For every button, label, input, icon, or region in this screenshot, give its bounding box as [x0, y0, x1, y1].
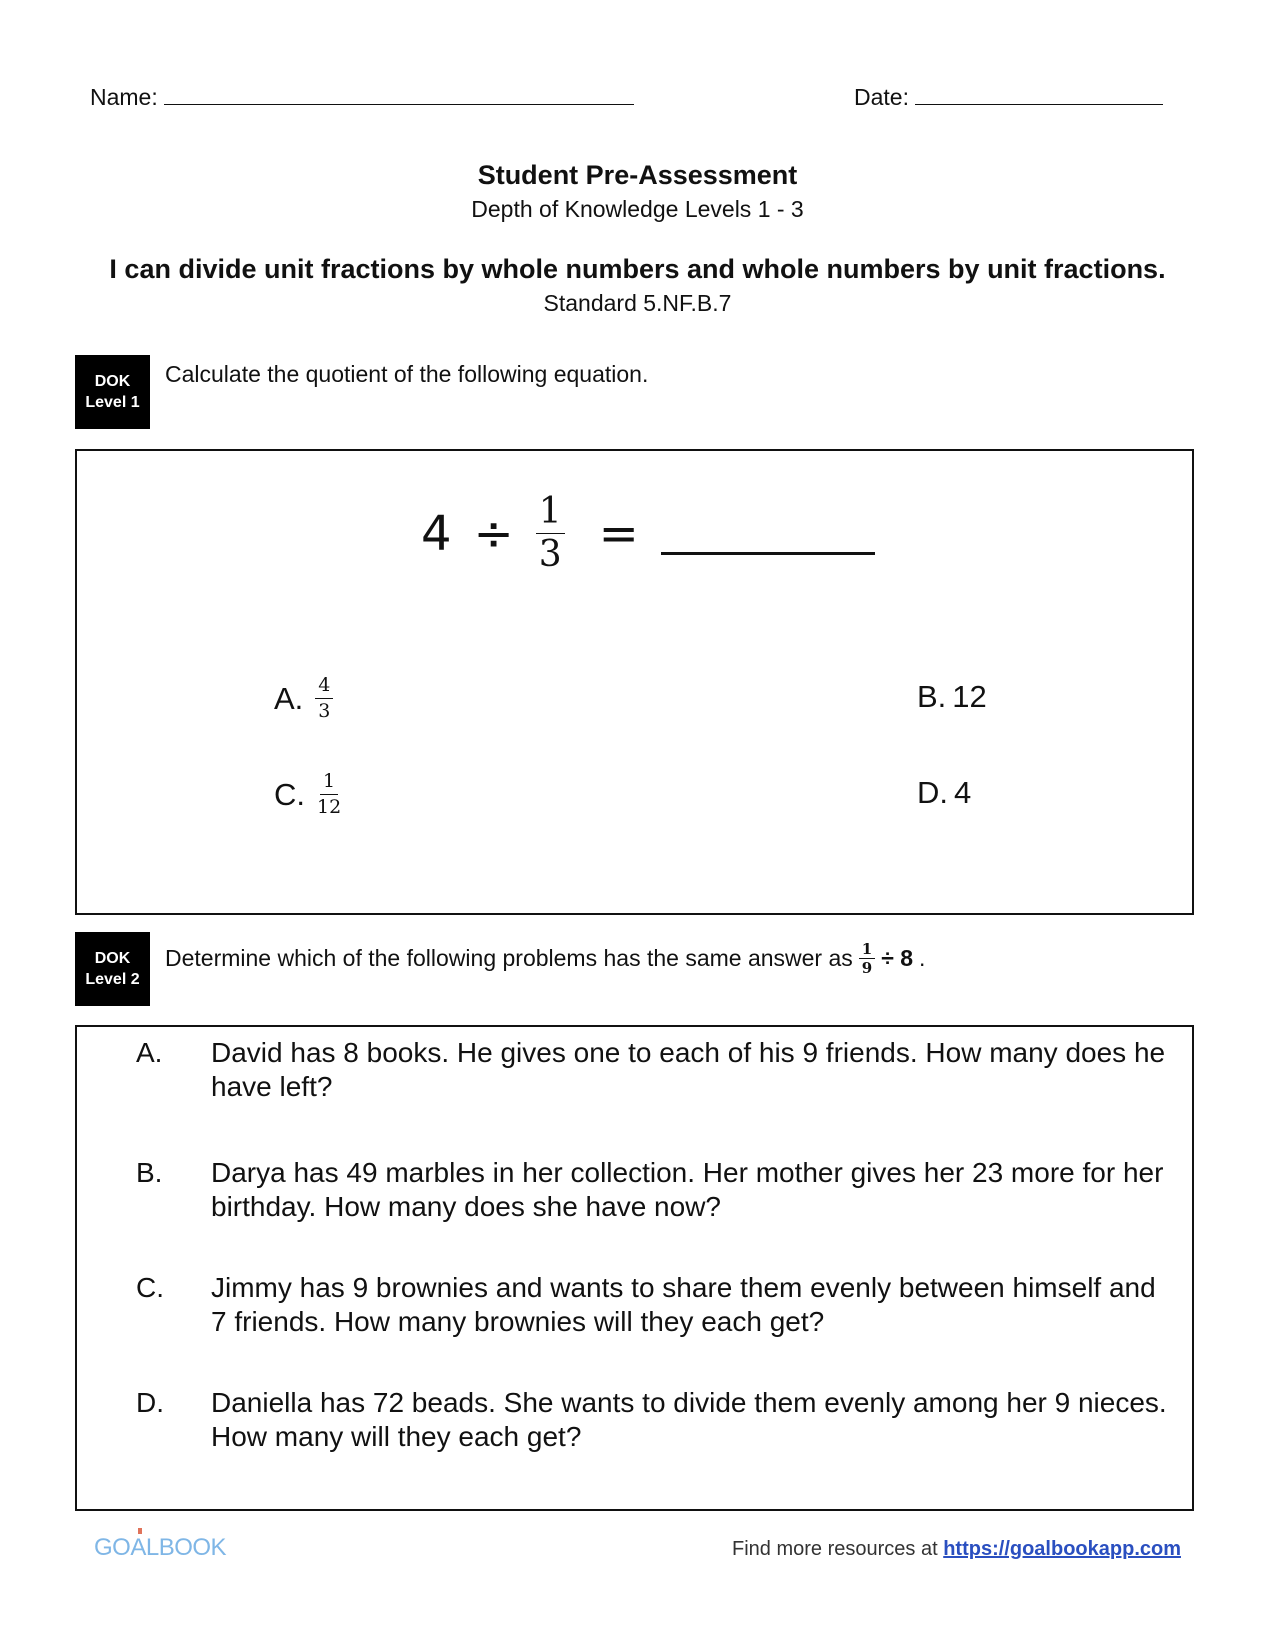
- option-letter: B.: [917, 679, 947, 714]
- option-value: 4: [954, 775, 972, 810]
- footer-label: Find more resources at: [732, 1538, 938, 1560]
- option-d[interactable]: [917, 775, 971, 811]
- divide-sign: ÷: [473, 505, 514, 562]
- page-title: Student Pre-Assessment: [477, 160, 798, 190]
- option-letter: D.: [136, 1387, 164, 1418]
- dok-label: DOK: [94, 950, 131, 967]
- goalbook-logo: GOALBOOK: [94, 1534, 227, 1561]
- option-c[interactable]: [136, 1271, 1176, 1339]
- prompt-period: .: [919, 945, 926, 971]
- option-letter: C.: [136, 1272, 164, 1303]
- dok-badge-2: [75, 932, 150, 1006]
- option-a[interactable]: [274, 673, 333, 724]
- footer-text: [732, 1538, 1181, 1561]
- date-label: Date:: [854, 84, 909, 110]
- prompt-operation: ÷ 8: [881, 945, 914, 971]
- question-1-box: [75, 449, 1194, 915]
- option-b[interactable]: [917, 679, 987, 715]
- standard: Standard 5.NF.B.7: [543, 290, 732, 316]
- name-field[interactable]: [90, 84, 634, 111]
- option-fraction: [317, 769, 341, 820]
- dok-label: DOK: [94, 373, 131, 390]
- option-text: Darya has 49 marbles in her collection. Her mother gives her 23 more for her birthday. How many does she have now?: [211, 1157, 1164, 1222]
- option-text: Jimmy has 9 brownies and wants to share them evenly between himself and 7 friends. How many brownies will they each get?: [211, 1272, 1156, 1337]
- equation: [421, 491, 875, 576]
- logo-flag-icon: [138, 1528, 142, 1534]
- page-subtitle: Depth of Knowledge Levels 1 - 3: [471, 196, 804, 222]
- name-line[interactable]: [164, 104, 634, 105]
- learning-objective: I can divide unit fractions by whole numbers and whole numbers by unit fractions.: [109, 254, 1166, 284]
- dok-badge-1: [75, 355, 150, 429]
- denominator: 9: [861, 959, 873, 977]
- prompt-text: Determine which of the following problems has the same answer as: [165, 945, 853, 971]
- prompt-fraction: [859, 940, 875, 977]
- equals-sign: =: [598, 505, 639, 562]
- equation-fraction: [536, 491, 565, 576]
- numerator: 4: [315, 673, 333, 699]
- option-letter: D.: [917, 775, 948, 810]
- footer-link[interactable]: https://goalbookapp.com: [943, 1538, 1181, 1560]
- option-letter: B.: [136, 1157, 163, 1188]
- name-label: Name:: [90, 84, 158, 110]
- equation-whole: 4: [421, 505, 452, 562]
- option-letter: A.: [274, 680, 304, 716]
- numerator: 1: [536, 491, 565, 534]
- question-1-prompt: Calculate the quotient of the following equation.: [165, 361, 649, 387]
- option-d[interactable]: [136, 1386, 1176, 1454]
- option-letter: A.: [136, 1037, 163, 1068]
- dok-level: Level 2: [85, 971, 140, 988]
- date-field[interactable]: [854, 84, 1163, 111]
- question-2-prompt: [165, 940, 925, 977]
- option-text: David has 8 books. He gives one to each of his 9 friends. How many does he have left?: [211, 1037, 1166, 1102]
- option-c[interactable]: [274, 769, 341, 820]
- option-value: 12: [952, 679, 987, 714]
- denominator: 3: [538, 534, 562, 575]
- option-b[interactable]: [136, 1156, 1176, 1224]
- option-a[interactable]: [136, 1036, 1176, 1104]
- dok-level: Level 1: [85, 394, 140, 411]
- option-text: Daniella has 72 beads. She wants to divide them evenly among her 9 nieces. How many will they each get?: [211, 1387, 1167, 1452]
- denominator: 3: [318, 700, 331, 722]
- numerator: 1: [320, 769, 338, 795]
- date-line[interactable]: [915, 104, 1163, 105]
- option-letter: C.: [274, 776, 305, 812]
- denominator: 12: [317, 796, 342, 818]
- numerator: 1: [859, 940, 875, 959]
- option-fraction: [315, 673, 333, 724]
- answer-blank[interactable]: [661, 512, 875, 555]
